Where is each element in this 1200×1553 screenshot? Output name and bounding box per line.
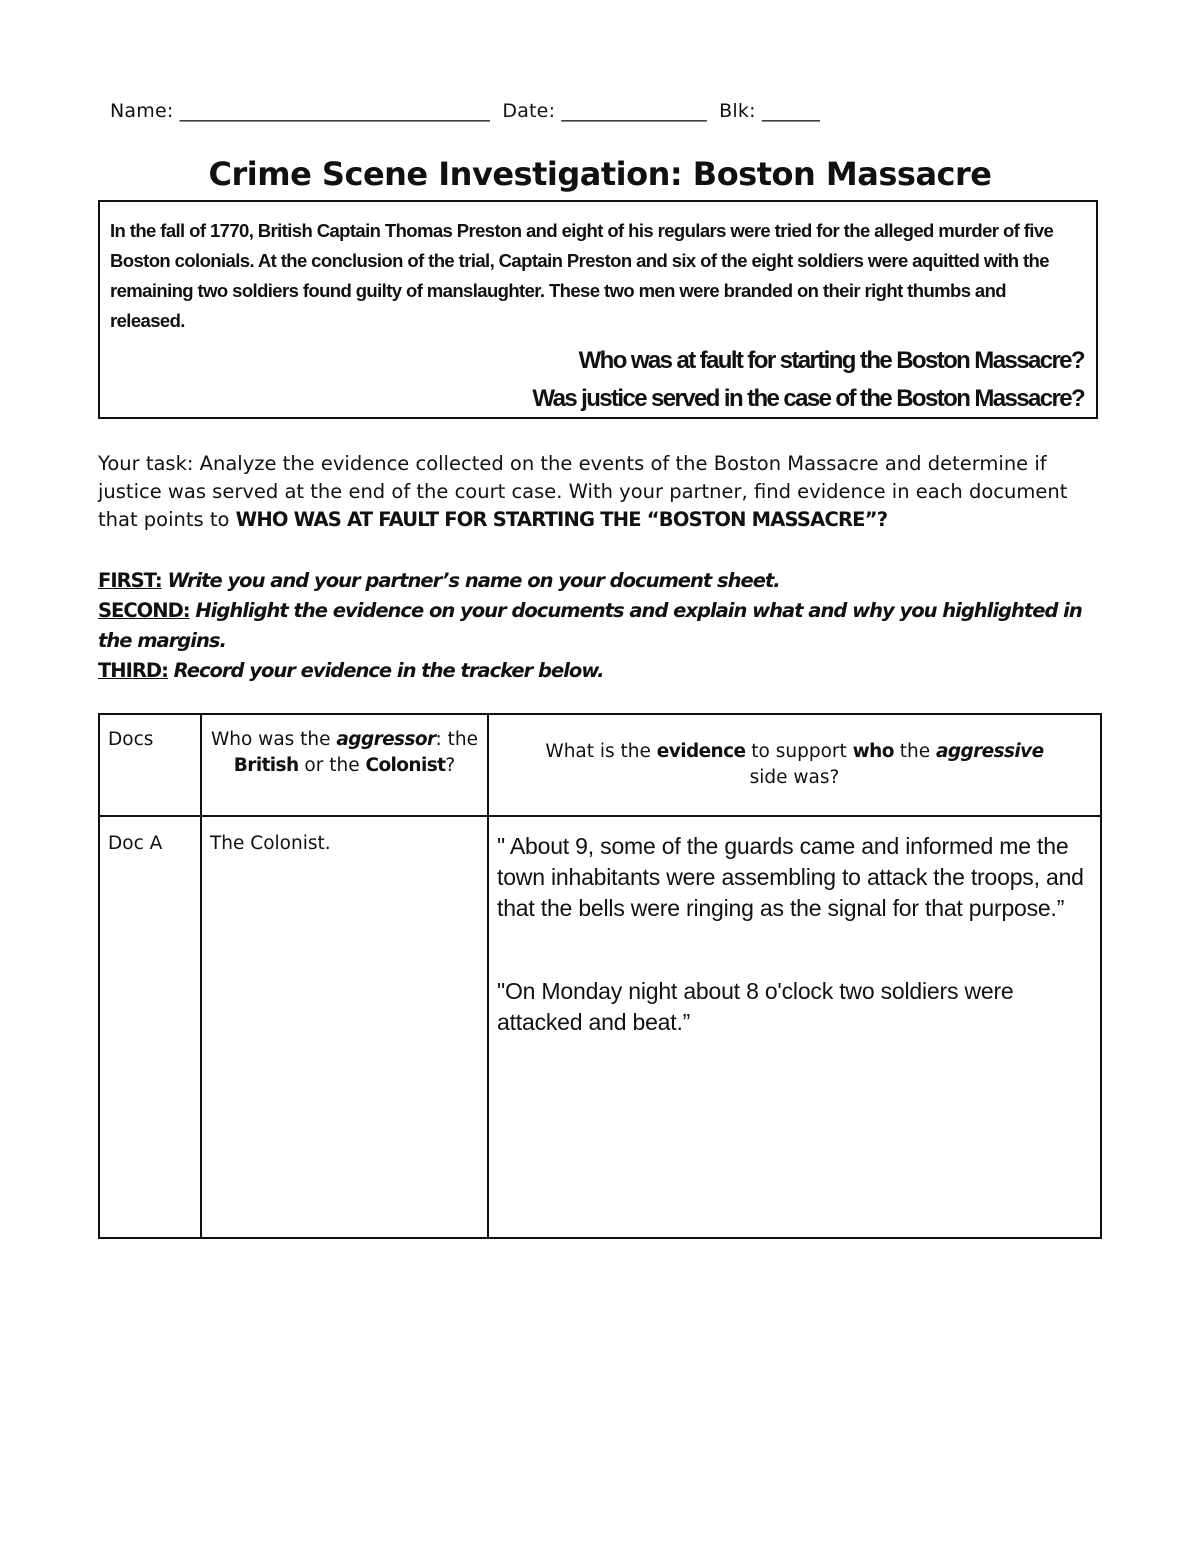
step-second xyxy=(98,596,1098,656)
step-text: Record your evidence in the tracker below. xyxy=(167,659,604,682)
step-label: FIRST: xyxy=(98,569,162,592)
header-text: side was? xyxy=(749,767,840,788)
step-label: THIRD: xyxy=(98,659,168,682)
cell-evidence[interactable] xyxy=(488,816,1101,1238)
header-docs: Docs xyxy=(99,714,201,816)
cell-doc[interactable]: Doc A xyxy=(99,816,201,1238)
header-emphasis: aggressive xyxy=(935,741,1044,762)
guiding-questions xyxy=(110,342,1086,418)
evidence-tracker-table xyxy=(98,713,1102,1239)
blk-field[interactable]: Blk: ______ xyxy=(719,100,821,122)
table-header-row xyxy=(99,714,1101,816)
cell-aggressor[interactable]: The Colonist. xyxy=(201,816,488,1238)
step-text: Write you and your partner’s name on your document sheet. xyxy=(161,569,780,592)
header-text: to support xyxy=(745,741,853,762)
guiding-question-fault: Who was at fault for starting the Boston Massacre? xyxy=(578,347,1084,374)
header-emphasis: evidence xyxy=(656,741,746,762)
name-field[interactable]: Name: ________________________________ xyxy=(110,100,491,122)
task-instructions xyxy=(98,450,1108,534)
intro-paragraph: In the fall of 1770, British Captain Thomas Preston and eight of his regulars were tried for the alleged murder of five Boston colonials. At the conclusion of the trial, Captain Preston and six of the eight soldiers were aquitted with the remaining two soldiers found guilty of manslaughter. These two men were branded on their right thumbs and released. xyxy=(110,220,1054,331)
page-title: Crime Scene Investigation: Boston Massacre xyxy=(208,155,992,193)
step-label: SECOND: xyxy=(98,599,190,622)
header-evidence xyxy=(488,714,1101,816)
step-third xyxy=(98,656,1098,686)
student-info-line xyxy=(110,100,1100,122)
header-text: ? xyxy=(445,755,456,776)
header-text: or the xyxy=(298,755,366,776)
header-text: the xyxy=(893,741,936,762)
header-text: Who was the xyxy=(210,729,337,750)
header-emphasis: British xyxy=(233,755,299,776)
table-row xyxy=(99,816,1101,1238)
step-first xyxy=(98,566,1098,596)
header-emphasis: who xyxy=(852,741,894,762)
header-emphasis: Colonist xyxy=(365,755,446,776)
header-aggressor xyxy=(201,714,488,816)
date-field[interactable]: Date: _______________ xyxy=(502,100,707,122)
evidence-quote: "On Monday night about 8 o'clock two soldiers were attacked and beat.” xyxy=(497,978,1014,1035)
header-text: What is the xyxy=(545,741,657,762)
task-text: Your task: Analyze the evidence collected on the events of the Boston Massacre and determine if justice was served at the end of the court case. With your partner, find evidence in each document that points to xyxy=(98,452,1068,531)
guiding-question-justice: Was justice served in the case of the Boston Massacre? xyxy=(532,385,1084,412)
step-text: Highlight the evidence on your documents and explain what and why you highlighted in the margins. xyxy=(98,599,1082,652)
steps-list xyxy=(98,566,1098,686)
task-emphasis: WHO WAS AT FAULT FOR STARTING THE “BOSTON MASSACRE”? xyxy=(235,508,888,531)
evidence-quote: " About 9, some of the guards came and informed me the town inhabitants were assembling to attack the troops, and that the bells were ringing as the signal for that purpose.” xyxy=(497,833,1084,921)
intro-box xyxy=(98,200,1098,419)
header-text: : the xyxy=(435,729,479,750)
header-emphasis: aggressor xyxy=(336,729,436,750)
